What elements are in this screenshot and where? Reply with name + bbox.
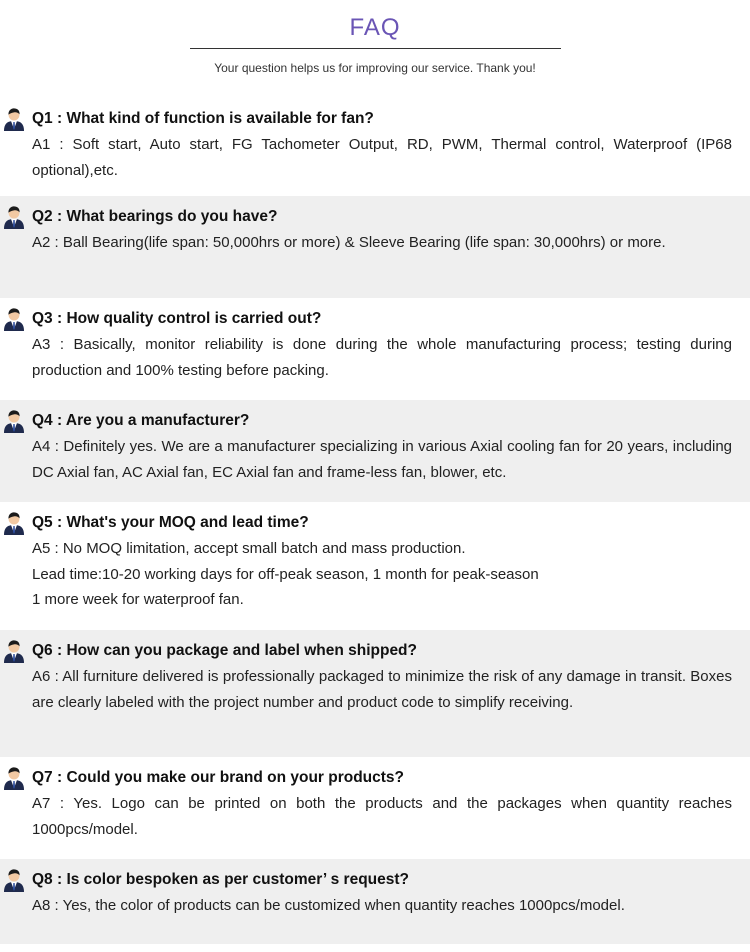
page-title: FAQ bbox=[349, 14, 401, 41]
faq-item bbox=[0, 98, 750, 196]
faq-item bbox=[0, 859, 750, 944]
faq-item bbox=[0, 400, 750, 502]
faq-item bbox=[0, 298, 750, 400]
answer-line: A5 : No MOQ limitation, accept small batch and mass production. bbox=[32, 540, 466, 557]
page-header bbox=[0, 0, 750, 100]
businessman-avatar-icon bbox=[3, 766, 25, 790]
faq-list bbox=[0, 98, 750, 944]
faq-question: Q2 : What bearings do you have? bbox=[32, 208, 278, 225]
answer-line: A8 : Yes, the color of products can be customized when quantity reaches 1000pcs/model. bbox=[32, 897, 625, 914]
answer-line: A7 : Yes. Logo can be printed on both the products and the packages when quantity reaches 1000pcs/model. bbox=[32, 795, 732, 838]
page-subtitle: Your question helps us for improving our service. Thank youǃ bbox=[214, 61, 536, 75]
faq-answer bbox=[32, 664, 732, 715]
faq-answer bbox=[32, 132, 732, 183]
faq-answer bbox=[32, 893, 732, 919]
faq-answer bbox=[32, 230, 732, 256]
faq-item bbox=[0, 630, 750, 757]
faq-question: Q7 : Could you make our brand on your products? bbox=[32, 769, 405, 786]
answer-line: A1 : Soft start, Auto start, FG Tachometer Output, RD, PWM, Thermal control, Waterproof (IP68 optional),etc. bbox=[32, 136, 732, 179]
businessman-avatar-icon bbox=[3, 205, 25, 229]
faq-answer bbox=[32, 434, 732, 485]
businessman-avatar-icon bbox=[3, 409, 25, 433]
faq-question: Q3 : How quality control is carried out? bbox=[32, 310, 322, 327]
answer-line: A4 : Definitely yes. We are a manufacturer specializing in various Axial cooling fan for 20 years, including DC Axial fan, AC Axial fan, EC Axial fan and frame-less fan, blower, etc. bbox=[32, 438, 732, 481]
faq-item bbox=[0, 757, 750, 859]
faq-question: Q1 : What kind of function is available for fan? bbox=[32, 110, 374, 127]
businessman-avatar-icon bbox=[3, 307, 25, 331]
faq-question: Q6 : How can you package and label when shipped? bbox=[32, 642, 417, 659]
answer-line: 1 more week for waterproof fan. bbox=[32, 591, 244, 608]
faq-answer bbox=[32, 791, 732, 842]
answer-line: A2 : Ball Bearing(life span: 50,000hrs or more) & Sleeve Bearing (life span: 30,000hrs) or more. bbox=[32, 234, 666, 251]
businessman-avatar-icon bbox=[3, 868, 25, 892]
answer-line: A3 : Basically, monitor reliability is done during the whole manufacturing process; testing during production and 100% testing before packing. bbox=[32, 336, 732, 379]
faq-item bbox=[0, 502, 750, 630]
faq-question: Q4 : Are you a manufacturer? bbox=[32, 412, 250, 429]
faq-item bbox=[0, 196, 750, 298]
title-divider bbox=[190, 48, 561, 49]
faq-question: Q8 : Is color bespoken as per customer’ s request? bbox=[32, 871, 410, 888]
faq-answer bbox=[32, 536, 732, 613]
faq-question: Q5 : What's your MOQ and lead time? bbox=[32, 514, 309, 531]
businessman-avatar-icon bbox=[3, 107, 25, 131]
faq-answer bbox=[32, 332, 732, 383]
businessman-avatar-icon bbox=[3, 511, 25, 535]
businessman-avatar-icon bbox=[3, 639, 25, 663]
answer-line: A6 : All furniture delivered is professionally packaged to minimize the risk of any damage in transit. Boxes are clearly labeled with the project number and product code to simplify receiving. bbox=[32, 668, 732, 711]
answer-line: Lead time:10-20 working days for off-peak season, 1 month for peak-season bbox=[32, 565, 539, 583]
